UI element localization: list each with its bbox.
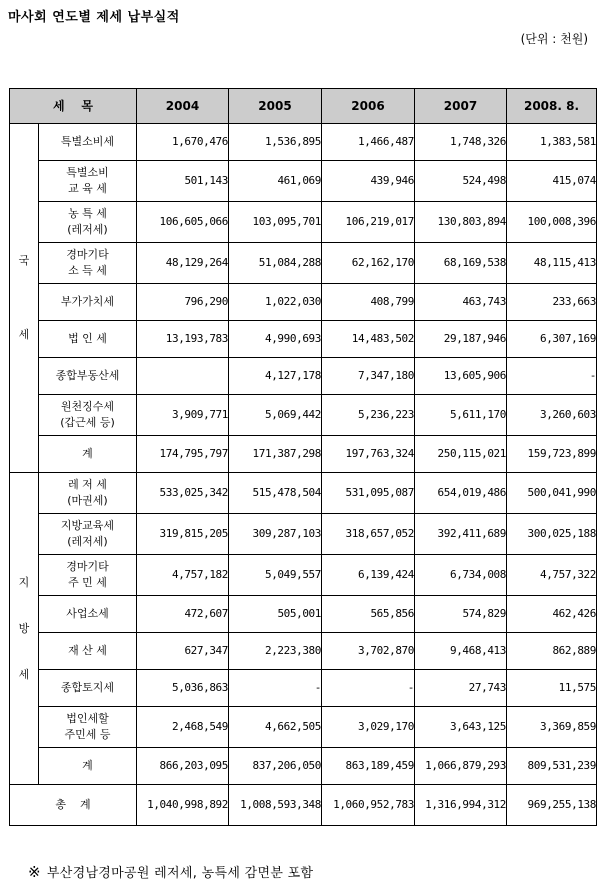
value-cell: 501,143 — [137, 161, 229, 202]
value-cell: 3,029,170 — [322, 707, 415, 748]
group-char: 세 — [18, 328, 30, 341]
row-label: 계 — [39, 436, 137, 473]
table-row — [10, 202, 597, 243]
row-label: 계 — [39, 748, 137, 785]
value-cell: 9,468,413 — [415, 633, 507, 670]
grand-total-value: 1,008,593,348 — [229, 785, 322, 826]
value-cell: 3,909,771 — [137, 395, 229, 436]
value-cell: 837,206,050 — [229, 748, 322, 785]
value-cell: 515,478,504 — [229, 473, 322, 514]
value-cell: 392,411,689 — [415, 514, 507, 555]
grand-total-label: 총 계 — [10, 785, 137, 826]
group-char: 세 — [18, 667, 30, 681]
header-2008: 2008. 8. — [507, 89, 597, 124]
table-row — [10, 707, 597, 748]
value-cell: 565,856 — [322, 596, 415, 633]
value-cell: 500,041,990 — [507, 473, 597, 514]
value-cell: 13,605,906 — [415, 358, 507, 395]
row-label: 법인세할 주민세 등 — [39, 707, 137, 748]
grand-total-value: 1,040,998,892 — [137, 785, 229, 826]
value-cell: 7,347,180 — [322, 358, 415, 395]
table-row — [10, 358, 597, 395]
value-cell: 3,643,125 — [415, 707, 507, 748]
value-cell: 250,115,021 — [415, 436, 507, 473]
grand-total-value: 1,060,952,783 — [322, 785, 415, 826]
group-char: 방 — [18, 621, 30, 635]
value-cell: 48,115,413 — [507, 243, 597, 284]
header-item: 세 목 — [10, 89, 137, 124]
value-cell: 863,189,459 — [322, 748, 415, 785]
header-2007: 2007 — [415, 89, 507, 124]
value-cell: - — [507, 358, 597, 395]
grand-total-value: 969,255,138 — [507, 785, 597, 826]
value-cell: 6,139,424 — [322, 555, 415, 596]
value-cell: 2,468,549 — [137, 707, 229, 748]
page-title: 마사회 연도별 제세 납부실적 — [8, 10, 180, 25]
value-cell: 1,670,476 — [137, 124, 229, 161]
value-cell: 62,162,170 — [322, 243, 415, 284]
value-cell: 14,483,502 — [322, 321, 415, 358]
value-cell: 5,049,557 — [229, 555, 322, 596]
value-cell: 197,763,324 — [322, 436, 415, 473]
value-cell: 862,889 — [507, 633, 597, 670]
value-cell: 171,387,298 — [229, 436, 322, 473]
row-label: 지방교육세 (레저세) — [39, 514, 137, 555]
unit-note: (단위 : 천원) — [520, 32, 588, 46]
value-cell: 5,036,863 — [137, 670, 229, 707]
value-cell: 439,946 — [322, 161, 415, 202]
value-cell: 462,426 — [507, 596, 597, 633]
value-cell: 654,019,486 — [415, 473, 507, 514]
table-row — [10, 395, 597, 436]
row-label: 레 저 세 (마권세) — [39, 473, 137, 514]
value-cell: 866,203,095 — [137, 748, 229, 785]
value-cell: 1,066,879,293 — [415, 748, 507, 785]
grand-total-value: 1,316,994,312 — [415, 785, 507, 826]
group-char: 국 — [18, 254, 30, 267]
value-cell: 318,657,052 — [322, 514, 415, 555]
value-cell: 159,723,899 — [507, 436, 597, 473]
local-group-label — [10, 473, 39, 785]
table-row — [10, 748, 597, 785]
row-label: 종합토지세 — [39, 670, 137, 707]
row-label: 법 인 세 — [39, 321, 137, 358]
header-row — [10, 89, 597, 124]
value-cell: 796,290 — [137, 284, 229, 321]
value-cell: 106,605,066 — [137, 202, 229, 243]
value-cell: 6,307,169 — [507, 321, 597, 358]
value-cell: 27,743 — [415, 670, 507, 707]
reference-mark-icon: ※ — [28, 863, 41, 881]
value-cell: 1,466,487 — [322, 124, 415, 161]
value-cell: 463,743 — [415, 284, 507, 321]
value-cell: 51,084,288 — [229, 243, 322, 284]
value-cell: 103,095,701 — [229, 202, 322, 243]
value-cell: 1,022,030 — [229, 284, 322, 321]
value-cell: - — [229, 670, 322, 707]
value-cell: 5,069,442 — [229, 395, 322, 436]
value-cell: 4,662,505 — [229, 707, 322, 748]
header-2004: 2004 — [137, 89, 229, 124]
value-cell: 3,369,859 — [507, 707, 597, 748]
value-cell: 1,748,326 — [415, 124, 507, 161]
value-cell: 4,757,182 — [137, 555, 229, 596]
value-cell: 130,803,894 — [415, 202, 507, 243]
value-cell: 408,799 — [322, 284, 415, 321]
value-cell: 29,187,946 — [415, 321, 507, 358]
value-cell: 319,815,205 — [137, 514, 229, 555]
value-cell: 300,025,188 — [507, 514, 597, 555]
row-label: 원천징수세 (갑근세 등) — [39, 395, 137, 436]
value-cell: 627,347 — [137, 633, 229, 670]
value-cell: 4,127,178 — [229, 358, 322, 395]
row-label: 특별소비세 — [39, 124, 137, 161]
value-cell: 1,536,895 — [229, 124, 322, 161]
value-cell: - — [322, 670, 415, 707]
national-group-label — [10, 124, 39, 473]
row-label: 농 특 세 (레저세) — [39, 202, 137, 243]
value-cell: 13,193,783 — [137, 321, 229, 358]
row-label: 종합부동산세 — [39, 358, 137, 395]
row-label: 경마기타 주 민 세 — [39, 555, 137, 596]
grand-total-row — [10, 785, 597, 826]
table-row — [10, 514, 597, 555]
row-label: 재 산 세 — [39, 633, 137, 670]
tax-table — [9, 88, 597, 826]
row-label: 경마기타 소 득 세 — [39, 243, 137, 284]
value-cell: 5,236,223 — [322, 395, 415, 436]
value-cell: 472,607 — [137, 596, 229, 633]
value-cell: 533,025,342 — [137, 473, 229, 514]
value-cell: 233,663 — [507, 284, 597, 321]
table-row — [10, 243, 597, 284]
header-2005: 2005 — [229, 89, 322, 124]
row-label: 사업소세 — [39, 596, 137, 633]
table-row — [10, 161, 597, 202]
value-cell: 5,611,170 — [415, 395, 507, 436]
footnote — [28, 862, 313, 881]
table-row — [10, 633, 597, 670]
table-row — [10, 670, 597, 707]
value-cell: 174,795,797 — [137, 436, 229, 473]
value-cell: 531,095,087 — [322, 473, 415, 514]
value-cell: 48,129,264 — [137, 243, 229, 284]
table-row — [10, 321, 597, 358]
value-cell: 505,001 — [229, 596, 322, 633]
table-row — [10, 124, 597, 161]
value-cell: 3,260,603 — [507, 395, 597, 436]
table-row — [10, 473, 597, 514]
table-row — [10, 436, 597, 473]
value-cell: 6,734,008 — [415, 555, 507, 596]
table-row — [10, 284, 597, 321]
header-2006: 2006 — [322, 89, 415, 124]
value-cell: 309,287,103 — [229, 514, 322, 555]
footnote-text: 부산경남경마공원 레저세, 농특세 감면분 포함 — [46, 866, 314, 881]
value-cell: 106,219,017 — [322, 202, 415, 243]
value-cell: 100,008,396 — [507, 202, 597, 243]
value-cell: 1,383,581 — [507, 124, 597, 161]
value-cell: 2,223,380 — [229, 633, 322, 670]
value-cell: 3,702,870 — [322, 633, 415, 670]
group-char: 지 — [18, 575, 30, 589]
value-cell: 11,575 — [507, 670, 597, 707]
table-row — [10, 596, 597, 633]
value-cell: 415,074 — [507, 161, 597, 202]
value-cell: 68,169,538 — [415, 243, 507, 284]
row-label: 특별소비 교 육 세 — [39, 161, 137, 202]
value-cell: 809,531,239 — [507, 748, 597, 785]
value-cell: 4,990,693 — [229, 321, 322, 358]
value-cell: 574,829 — [415, 596, 507, 633]
table-row — [10, 555, 597, 596]
row-label: 부가가치세 — [39, 284, 137, 321]
value-cell: 524,498 — [415, 161, 507, 202]
value-cell: 461,069 — [229, 161, 322, 202]
value-cell: 4,757,322 — [507, 555, 597, 596]
value-cell — [137, 358, 229, 395]
